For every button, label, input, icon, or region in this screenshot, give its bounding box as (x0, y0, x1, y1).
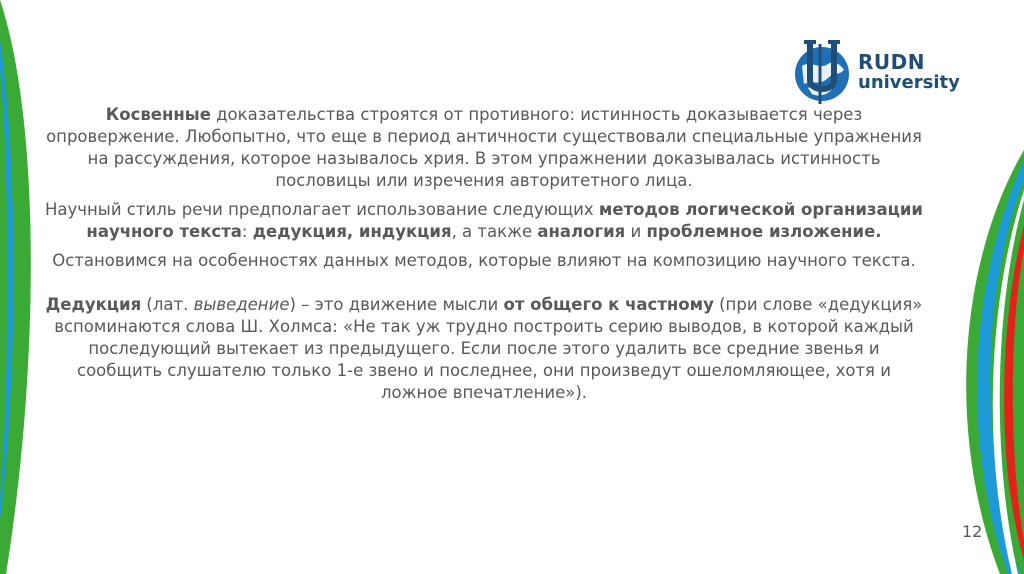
text-span: Научный стиль речи предполагает использование следующих (44, 200, 599, 219)
term-general-to-specific: от общего к частному (503, 295, 714, 314)
term-indirect: Косвенные (105, 105, 211, 124)
paragraph-indirect-proof (44, 104, 924, 192)
term-deduction-induction: дедукция, индукция (252, 222, 452, 241)
page-number: 12 (962, 522, 983, 541)
logo-text-university: university (858, 72, 960, 93)
paragraph-deduction (44, 294, 924, 404)
text-span: и (625, 222, 647, 241)
term-analogy: аналогия (537, 222, 626, 241)
text-span: (лат. (141, 295, 194, 314)
term-methods: методов логической организации научного текста (86, 200, 923, 241)
logo-text-rudn: RUDN (858, 50, 925, 74)
text-span: : (241, 222, 253, 241)
paragraph-methods (44, 199, 924, 243)
text-span: , а также (451, 222, 538, 241)
text-span: (при слове «дедукция» вспоминаются слова Ш. Холмса: «Не так уж трудно построить серию выводов, в которой каждый последующий вытекает из предыдущего. Если после этого удалить все средние звенья и сообщить слушателю только 1-е звено и последнее, они произведут ошеломляющее, хотя и ложное впечатление»). (54, 295, 923, 402)
paragraph-features: Остановимся на особенностях данных методов, которые влияют на композицию научного текста. (52, 251, 916, 270)
slide-body (44, 104, 924, 404)
paragraph-text: доказательства строятся от противного: истинность доказывается через опровержение. Любопытно, что еще в период античности существовали специальные упражнения на рассуждения, которое называлось хрия. В этом упражнении доказывалась истинность пословицы или изречения авторитетного лица. (46, 105, 922, 190)
text-span: ) – это движение мысли (289, 295, 504, 314)
term-deduction: Дедукция (45, 295, 142, 314)
rudn-logo (790, 38, 990, 108)
term-problem-exposition: проблемное изложение. (646, 222, 882, 241)
rudn-globe-icon (790, 40, 854, 106)
term-latin: выведение (193, 295, 290, 314)
